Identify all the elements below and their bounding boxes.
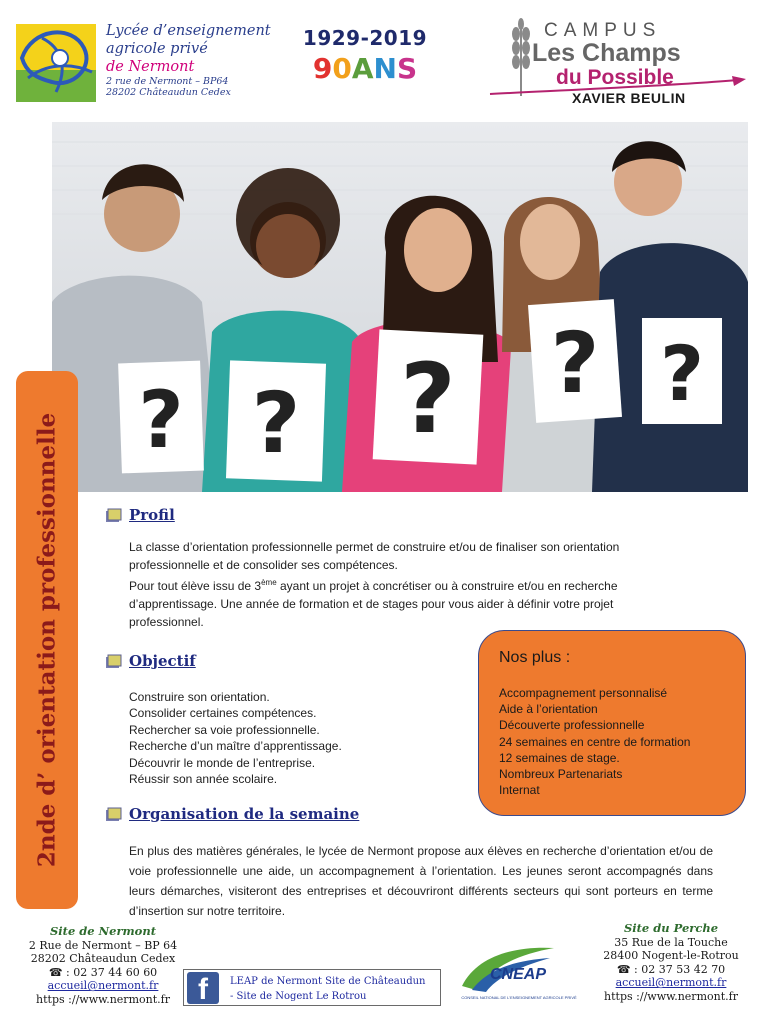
cneap-name: CNEAP: [490, 966, 547, 983]
profil-line: La classe d’orientation professionnelle permet de construire et/ou de finaliser son orientation: [129, 540, 620, 554]
svg-text:?: ?: [400, 343, 456, 455]
facebook-line2: - Site de Nogent Le Rotrou: [230, 991, 367, 1002]
section-objectif-heading: [105, 652, 196, 670]
list-item: 12 semaines de stage.: [499, 750, 620, 765]
svg-text:?: ?: [550, 314, 600, 412]
list-item: Construire son orientation.: [129, 690, 270, 704]
list-item: Rechercher sa voie professionnelle.: [129, 722, 320, 737]
site-nermont-name: Site de Nermont: [49, 924, 157, 938]
list-item: Internat: [499, 783, 540, 798]
campus-line3: XAVIER BEULIN: [572, 90, 686, 106]
question-card: [642, 318, 722, 424]
profil-line: Pour tout élève issu de 3ème ayant un projet à concrétiser ou à construire et/ou en recherche: [129, 578, 618, 593]
book-icon: [105, 508, 122, 523]
school-logo-address1: 2 rue de Nermont – BP64: [106, 76, 229, 87]
question-card: [226, 360, 326, 481]
list-item: Aide à l’orientation: [499, 702, 598, 717]
cneap-logo: [458, 944, 580, 1006]
list-item: Découvrir le monde de l’entreprise.: [129, 755, 316, 770]
facebook-link[interactable]: [183, 969, 441, 1006]
vertical-title: 2nde d’ orientation professionnelle: [33, 412, 61, 868]
site-nermont-web[interactable]: https ://www.nermont.fr: [36, 992, 170, 1006]
profil-line: professionnel.: [129, 615, 204, 629]
site-nermont-email-link[interactable]: accueil@nermont.fr: [47, 979, 159, 993]
svg-text:?: ?: [138, 376, 184, 466]
site-nermont-address1: 2 Rue de Nermont – BP 64: [28, 938, 178, 952]
nos-plus-box: [478, 630, 746, 816]
site-perche-address2: 28400 Nogent-le-Rotrou: [603, 949, 739, 963]
campus-line1: Les Champs: [532, 39, 681, 67]
site-nermont-phone: ☎ : 02 37 44 60 60: [48, 965, 158, 979]
section-organisation-title: Organisation de la semaine: [129, 805, 360, 823]
profil-line: d’apprentissage. Une année de formation et de stages pour vous aider à définir votre projet: [129, 597, 614, 611]
section-profil-title: Profil: [129, 506, 175, 524]
section-profil-heading: [105, 506, 175, 524]
school-logo-text: [106, 22, 271, 98]
nos-plus-title: Nos plus :: [499, 649, 571, 666]
book-icon: [105, 807, 122, 822]
school-logo-address2: 28202 Châteaudun Cedex: [106, 87, 231, 98]
students-with-question-marks-illustration: [52, 122, 748, 492]
site-perche-address1: 35 Rue de la Touche: [614, 935, 728, 949]
campus-logo: [488, 14, 750, 110]
cneap-subtitle: CONSEIL NATIONAL DE L’ENSEIGNEMENT AGRICOLE PRIVÉ: [461, 995, 577, 1000]
site-perche-web[interactable]: https ://www.nermont.fr: [604, 989, 738, 1003]
anniversary-logo: [300, 26, 430, 84]
nos-plus-list: [499, 685, 690, 798]
list-item: Consolider certaines compétences.: [129, 706, 317, 721]
organisation-text: En plus des matières générales, le lycée de Nermont propose aux élèves en recherche d’orientation et/ou de voie professionnelle une aide, un accompagnement à l’orientation. Les jeunes seront accompagnés dans leurs démarches, visiteront des entreprises et découvriront différents secteurs qui sont porteurs en terme d’insertion sur notre territoire.: [129, 844, 713, 918]
campus-word: CAMPUS: [544, 20, 662, 41]
site-perche-email-link[interactable]: accueil@nermont.fr: [615, 976, 727, 990]
facebook-line1: LEAP de Nermont Site de Châteaudun: [230, 976, 426, 987]
question-card: [528, 299, 622, 423]
site-perche-phone: ☎ : 02 37 53 42 70: [616, 962, 726, 976]
anniversary-years: 1929-2019: [302, 26, 428, 50]
question-card: [118, 361, 204, 474]
list-item: Réussir son année scolaire.: [129, 772, 278, 787]
anniversary-letter-n: N: [373, 52, 397, 85]
school-logo-line2: agricole privé: [106, 41, 208, 57]
anniversary-letter-s: S: [396, 52, 418, 85]
school-logo-line1: Lycée d’enseignement: [106, 23, 271, 39]
book-icon: [105, 654, 122, 669]
site-perche-contact: [596, 922, 746, 1004]
anniversary-90-ans: [300, 54, 430, 84]
list-item: Accompagnement personnalisé: [499, 686, 668, 700]
hero-photo: [52, 122, 748, 492]
anniversary-letter-a: A: [351, 52, 374, 85]
list-item: Nombreux Partenariats: [499, 767, 623, 782]
anniversary-digits: 90: [312, 52, 352, 85]
site-perche-name: Site du Perche: [623, 921, 719, 935]
facebook-text: [230, 974, 426, 1004]
flower-logo-icon: [12, 18, 100, 106]
facebook-icon: f: [187, 972, 219, 1004]
svg-text:?: ?: [659, 329, 705, 418]
objectif-list: [129, 689, 342, 787]
question-card: [373, 329, 484, 464]
site-nermont-address2: 28202 Châteaudun Cedex: [30, 952, 176, 966]
profil-text: [129, 538, 619, 631]
list-item: 24 semaines en centre de formation: [499, 734, 691, 749]
list-item: Recherche d’un maître d’apprentissage.: [129, 739, 342, 754]
vertical-title-tab: [16, 371, 78, 909]
campus-line2: du Possible: [556, 66, 674, 89]
section-organisation-heading: [105, 805, 359, 823]
school-logo-line3: de Nermont: [106, 59, 195, 75]
school-logo: [12, 18, 280, 106]
section-objectif-title: Objectif: [129, 652, 196, 670]
list-item: Découverte professionnelle: [499, 718, 645, 733]
site-nermont-contact: [28, 925, 178, 1007]
svg-text:?: ?: [251, 374, 301, 472]
profil-line: professionnelle et de consolider ses compétences.: [129, 558, 398, 572]
